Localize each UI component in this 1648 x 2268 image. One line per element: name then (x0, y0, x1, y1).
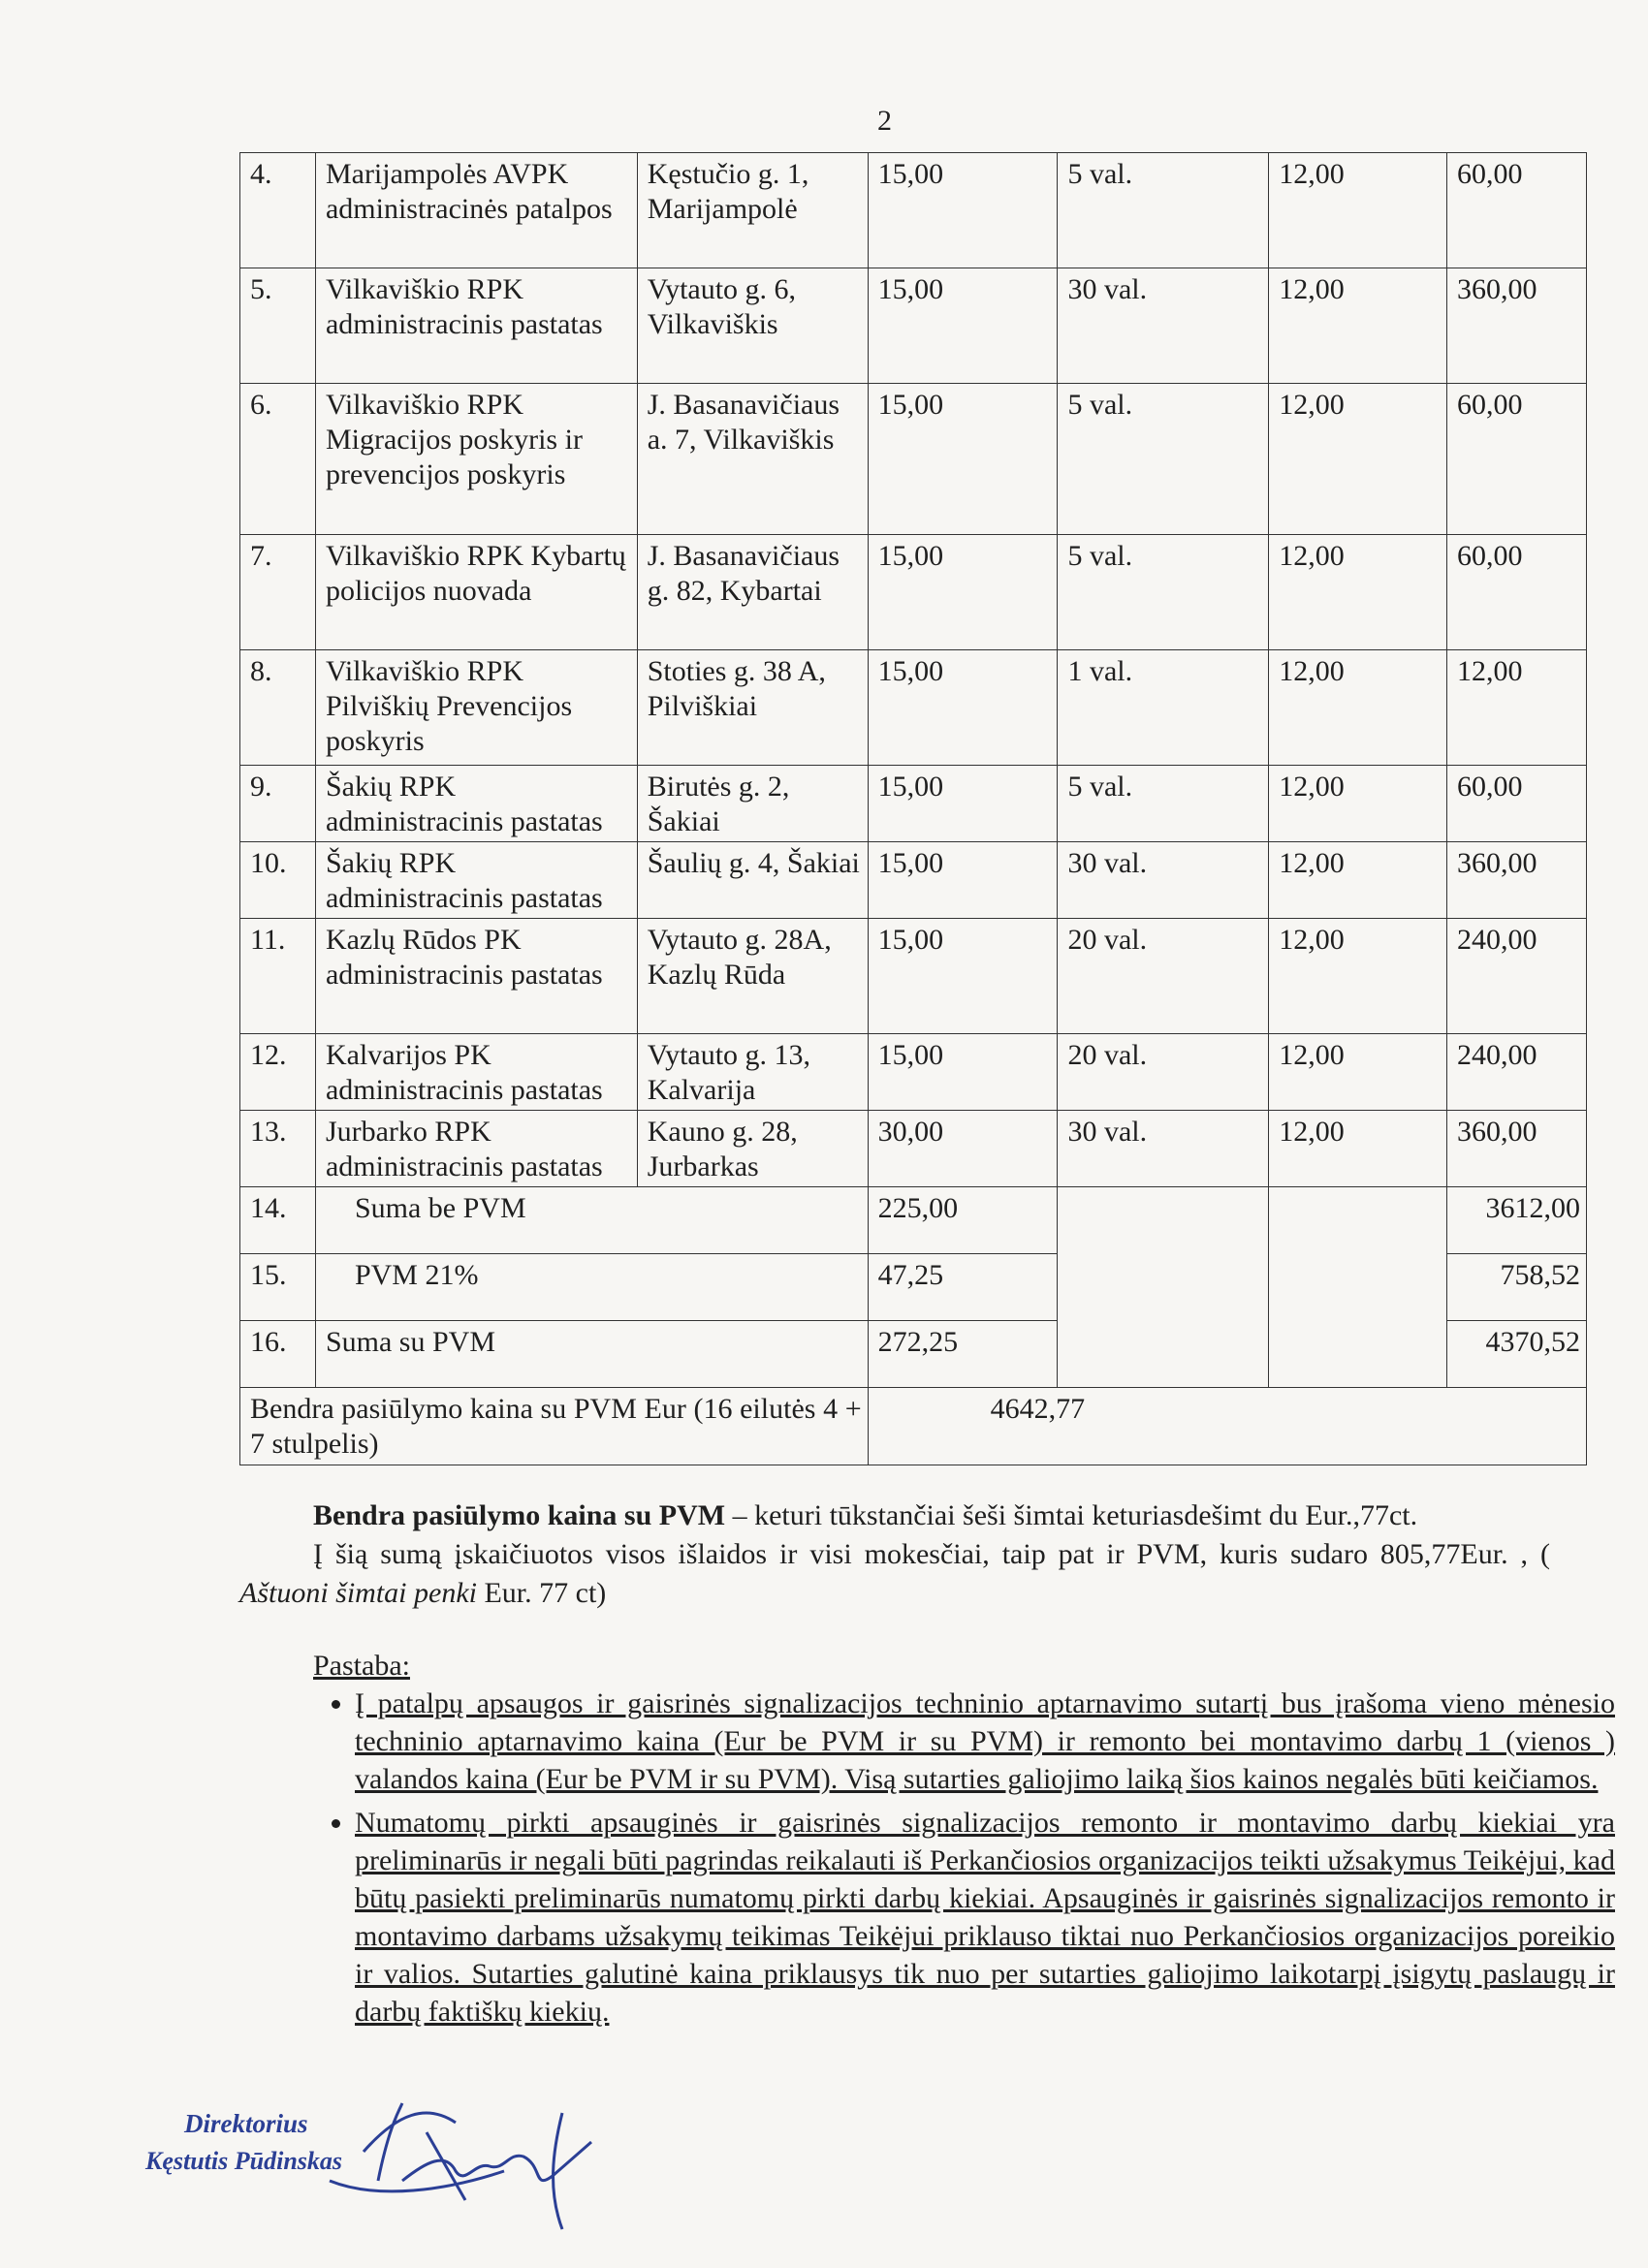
work-hours: 5 val. (1058, 153, 1269, 268)
row-total: 240,00 (1447, 919, 1587, 1034)
table-row (240, 842, 1587, 919)
sum-total: 758,52 (1447, 1254, 1587, 1321)
director-stamp-signature (136, 2074, 640, 2239)
price-summary (239, 1496, 1550, 1535)
work-hours: 5 val. (1058, 766, 1269, 842)
table-row (240, 1111, 1587, 1187)
work-hours: 5 val. (1058, 535, 1269, 650)
monthly-price: 30,00 (868, 1111, 1058, 1187)
row-total: 12,00 (1447, 650, 1587, 766)
object-address: Vytauto g. 13, Kalvarija (637, 1034, 868, 1111)
work-hours: 30 val. (1058, 1111, 1269, 1187)
table-row (240, 1034, 1587, 1111)
hour-price: 12,00 (1269, 384, 1447, 535)
monthly-price: 15,00 (868, 919, 1058, 1034)
object-name: Vilkaviškio RPK Migracijos poskyris ir prevencijos poskyris (315, 384, 637, 535)
vat-text: Į šią sumą įskaičiuotos visos išlaidos ir visi mokesčiai, taip pat ir PVM, kuris sudaro 805,77Eur. , ( (313, 1538, 1550, 1570)
summary-words: – keturi tūkstančiai šeši šimtai keturiasdešimt du Eur.,77ct. (725, 1499, 1418, 1531)
row-total: 240,00 (1447, 1034, 1587, 1111)
row-total: 60,00 (1447, 153, 1587, 268)
row-total: 60,00 (1447, 535, 1587, 650)
monthly-price: 15,00 (868, 153, 1058, 268)
hour-price: 12,00 (1269, 919, 1447, 1034)
sum-total: 4370,52 (1447, 1321, 1587, 1388)
object-name: Kalvarijos PK administracinis pastatas (315, 1034, 637, 1111)
sum-monthly: 225,00 (868, 1187, 1058, 1254)
object-name: Marijampolės AVPK administracinės patalpos (315, 153, 637, 268)
monthly-price: 15,00 (868, 268, 1058, 384)
work-hours: 20 val. (1058, 1034, 1269, 1111)
vat-summary (239, 1535, 1550, 1613)
row-number: 15. (240, 1254, 316, 1321)
page-number: 2 (877, 105, 892, 137)
stamp-title: Direktorius (184, 2109, 308, 2138)
object-name: Kazlų Rūdos PK administracinis pastatas (315, 919, 637, 1034)
monthly-price: 15,00 (868, 1034, 1058, 1111)
work-hours: 1 val. (1058, 650, 1269, 766)
sum-row (240, 1187, 1587, 1254)
monthly-price: 15,00 (868, 650, 1058, 766)
object-name: Vilkaviškio RPK administracinis pastatas (315, 268, 637, 384)
sum-monthly: 272,25 (868, 1321, 1058, 1388)
object-address: Vytauto g. 28A, Kazlų Rūda (637, 919, 868, 1034)
hour-price: 12,00 (1269, 1034, 1447, 1111)
signature-stroke (330, 2103, 591, 2229)
table-row (240, 766, 1587, 842)
monthly-price: 15,00 (868, 535, 1058, 650)
object-name: Šakių RPK administracinis pastatas (315, 766, 637, 842)
monthly-price: 15,00 (868, 766, 1058, 842)
row-number: 11. (240, 919, 316, 1034)
row-number: 8. (240, 650, 316, 766)
row-total: 360,00 (1447, 1111, 1587, 1187)
work-hours: 30 val. (1058, 268, 1269, 384)
object-name: Vilkaviškio RPK Kybartų policijos nuovada (315, 535, 637, 650)
row-number: 5. (240, 268, 316, 384)
object-address: J. Basanavičiaus g. 82, Kybartai (637, 535, 868, 650)
row-total: 60,00 (1447, 384, 1587, 535)
row-total: 360,00 (1447, 268, 1587, 384)
sum-total: 3612,00 (1447, 1187, 1587, 1254)
monthly-price: 15,00 (868, 384, 1058, 535)
row-total: 60,00 (1447, 766, 1587, 842)
vat-words: Aštuoni šimtai penki (239, 1577, 477, 1609)
object-address: Vytauto g. 6, Vilkaviškis (637, 268, 868, 384)
sum-label: Suma be PVM (315, 1187, 868, 1254)
row-number: 14. (240, 1187, 316, 1254)
row-number: 12. (240, 1034, 316, 1111)
row-number: 4. (240, 153, 316, 268)
empty-cell (1058, 1187, 1269, 1388)
note-item: • Į patalpų apsaugos ir gaisrinės signalizacijos techninio aptarnavimo sutartį bus įrašoma vieno mėnesio techninio aptarnavimo kaina (Eur be PVM ir su PVM) ir remonto bei montavimo darbų 1 (vienos ) valandos kaina (Eur be PVM ir su PVM). Visą sutarties galiojimo laiką šios kainos negalės būti keičiamos. (355, 1685, 1615, 1798)
price-table (239, 152, 1587, 1465)
object-address: Birutės g. 2, Šakiai (637, 766, 868, 842)
table-row (240, 650, 1587, 766)
signature-graphic (136, 2074, 640, 2239)
work-hours: 30 val. (1058, 842, 1269, 919)
monthly-price: 15,00 (868, 842, 1058, 919)
summary-bold-lead: Bendra pasiūlymo kaina su PVM (313, 1499, 726, 1531)
row-number: 13. (240, 1111, 316, 1187)
table-row (240, 919, 1587, 1034)
table-row (240, 153, 1587, 268)
object-name: Jurbarko RPK administracinis pastatas (315, 1111, 637, 1187)
hour-price: 12,00 (1269, 842, 1447, 919)
hour-price: 12,00 (1269, 268, 1447, 384)
final-row (240, 1388, 1587, 1465)
hour-price: 12,00 (1269, 650, 1447, 766)
hour-price: 12,00 (1269, 153, 1447, 268)
hour-price: 12,00 (1269, 1111, 1447, 1187)
row-number: 6. (240, 384, 316, 535)
sum-monthly: 47,25 (868, 1254, 1058, 1321)
object-address: Stoties g. 38 A, Pilviškiai (637, 650, 868, 766)
work-hours: 20 val. (1058, 919, 1269, 1034)
empty-cell (1269, 1187, 1447, 1388)
object-name: Šakių RPK administracinis pastatas (315, 842, 637, 919)
row-number: 10. (240, 842, 316, 919)
table-row (240, 268, 1587, 384)
vat-tail: Eur. 77 ct) (476, 1577, 607, 1609)
object-address: Kauno g. 28, Jurbarkas (637, 1111, 868, 1187)
final-price-value: 4642,77 (868, 1388, 1586, 1465)
table-row (240, 535, 1587, 650)
object-address: Kęstučio g. 1, Marijampolė (637, 153, 868, 268)
work-hours: 5 val. (1058, 384, 1269, 535)
row-number: 7. (240, 535, 316, 650)
sum-label: PVM 21% (315, 1254, 868, 1321)
row-number: 16. (240, 1321, 316, 1388)
object-address: J. Basanavičiaus a. 7, Vilkaviškis (637, 384, 868, 535)
final-price-label: Bendra pasiūlymo kaina su PVM Eur (16 eilutės 4 + 7 stulpelis) (240, 1388, 869, 1465)
object-name: Vilkaviškio RPK Pilviškių Prevencijos poskyris (315, 650, 637, 766)
note-item: • Numatomų pirkti apsauginės ir gaisrinės signalizacijos remonto ir montavimo darbų kiekiai yra preliminarūs ir negali būti pagrindas reikalauti iš Perkančiosios organizacijos teikti užsakymus Teikėjui, kad būtų pasiekti preliminarūs numatomų pirkti darbų kiekiai. Apsauginės ir gaisrinės signalizacijos remonto ir montavimo darbams užsakymų teikimas Teikėjui priklauso tiktai nuo Perkančiosios organizacijos poreikio ir valios. Sutarties galutinė kaina priklausys tik nuo per sutarties galiojimo laikotarpį įsigytų paslaugų ir darbų faktiškų kiekių. (355, 1804, 1615, 2031)
sum-label: Suma su PVM (315, 1321, 868, 1388)
table-row (240, 384, 1587, 535)
row-total: 360,00 (1447, 842, 1587, 919)
hour-price: 12,00 (1269, 535, 1447, 650)
notes-list (291, 1685, 1615, 2036)
object-address: Šaulių g. 4, Šakiai (637, 842, 868, 919)
stamp-name: Kęstutis Pūdinskas (145, 2147, 343, 2175)
hour-price: 12,00 (1269, 766, 1447, 842)
row-number: 9. (240, 766, 316, 842)
notes-title: Pastaba: (313, 1650, 410, 1682)
